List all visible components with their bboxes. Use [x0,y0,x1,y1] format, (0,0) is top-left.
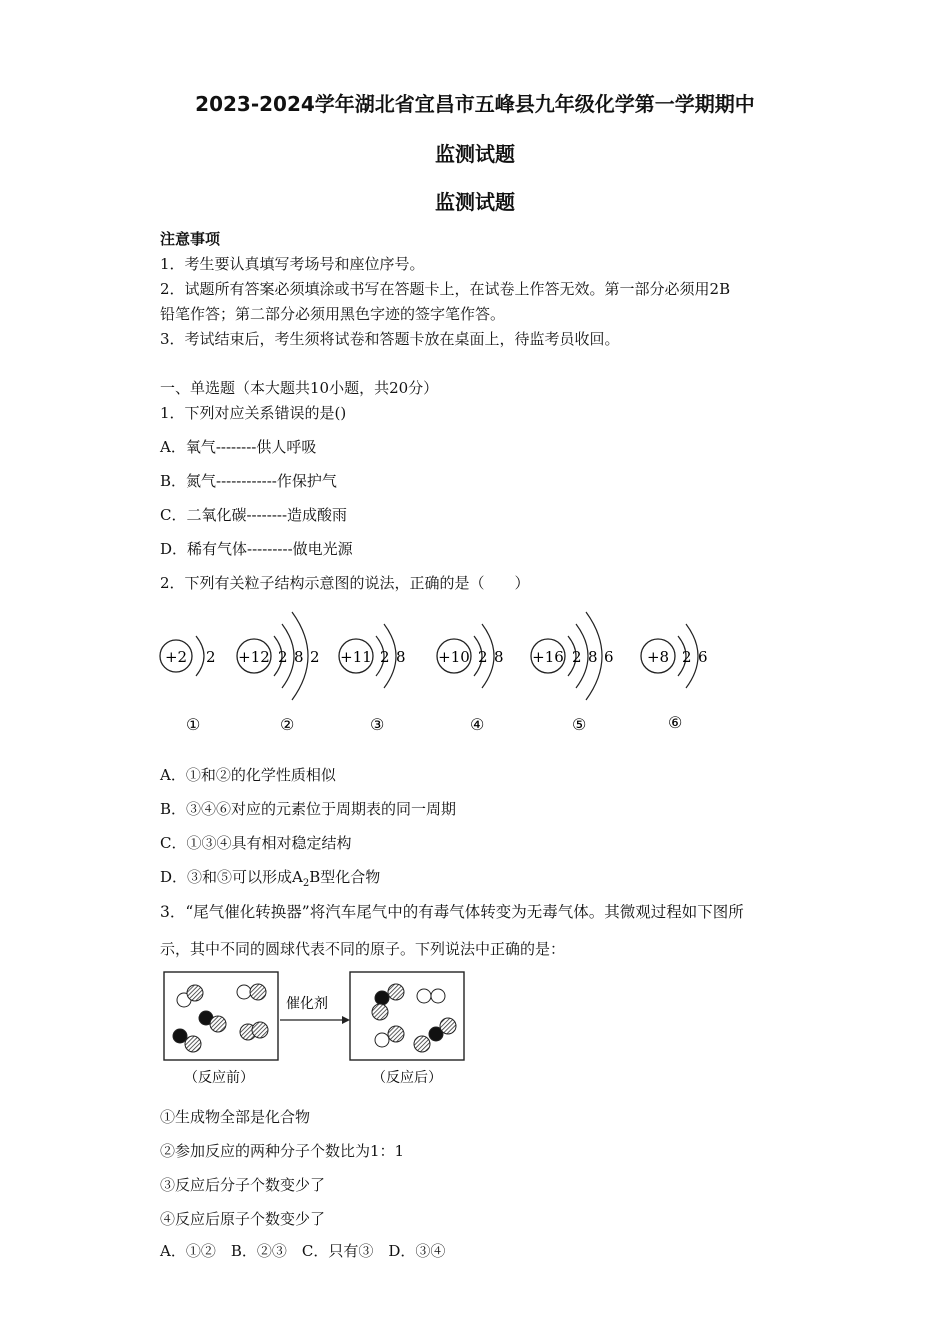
statement-4: ④反应后原子个数变少了 [160,1210,326,1228]
diagram-label: ② [280,715,295,734]
notice-item: 1．考生要认真填写考场号和座位序号。 [160,255,425,273]
after-box [350,972,464,1060]
exam-title-line2: 监测试题 [435,142,515,166]
nucleus-charge: +16 [532,648,564,666]
electron-count: 2 [478,648,488,666]
atom-diagram-4 [437,624,504,734]
electron-count: 8 [396,648,406,666]
notice-item: 2．试题所有答案必须填涂或书写在答题卡上，在试卷上作答无效。第一部分必须用2B [160,280,731,298]
diagram-label: ① [186,715,201,734]
question-2-stem: 2．下列有关粒子结构示意图的说法，正确的是（ ） [160,574,530,592]
electron-count: 2 [278,648,288,666]
notice-item: 铅笔作答；第二部分必须用黑色字迹的签字笔作答。 [160,305,506,323]
question-2-option-c: C．①③④具有相对稳定结构 [160,834,352,852]
nucleus-charge: +8 [646,648,670,666]
question-2-option-b: B．③④⑥对应的元素位于周期表的同一周期 [160,800,457,818]
subscript: 2 [302,878,310,889]
atomic-structure-diagrams [158,600,728,740]
option-d-text-rest: B型化合物 [309,868,381,886]
atom-diagram-5 [531,612,614,734]
statement-1: ①生成物全部是化合物 [160,1108,311,1126]
electron-count: 2 [206,648,216,666]
reaction-diagram [160,968,480,1090]
question-3-answer-options: A．①② B．②③ C．只有③ D．③④ [160,1242,446,1260]
electron-count: 2 [380,648,390,666]
after-label: （反应后） [372,1070,442,1086]
electron-count: 2 [682,648,692,666]
catalyst-label: 催化剂 [286,996,328,1012]
nucleus-charge: +12 [238,648,270,666]
electron-count: 8 [494,648,504,666]
question-1-option-b: B．氮气------------作保护气 [160,472,337,490]
atom-diagram-3 [339,624,406,734]
question-3-stem-line1: 3．“尾气催化转换器”将汽车尾气中的有毒气体转变为无毒气体。其微观过程如下图所 [160,903,744,921]
statement-3: ③反应后分子个数变少了 [160,1176,326,1194]
atom-diagram-6 [641,624,708,732]
question-1-option-d: D．稀有气体---------做电光源 [160,540,353,558]
diagram-label: ③ [370,715,385,734]
question-1-stem: 1．下列对应关系错误的是() [160,404,347,422]
electron-count: 2 [572,648,582,666]
exam-subtitle: 监测试题 [435,190,515,214]
diagram-label: ④ [470,715,485,734]
electron-count: 8 [588,648,598,666]
nucleus-charge: +2 [164,648,188,666]
electron-count: 6 [604,648,614,666]
question-3-stem-line2: 示，其中不同的圆球代表不同的原子。下列说法中正确的是： [160,940,566,958]
atom-diagram-2 [237,612,320,734]
atom-diagram-1 [160,636,216,734]
nucleus-charge: +10 [438,648,470,666]
diagram-label: ⑤ [572,715,587,734]
electron-count: 6 [698,648,708,666]
nucleus-charge: +11 [340,648,372,666]
before-label: （反应前） [184,1070,254,1086]
diagram-label: ⑥ [668,713,683,732]
question-2-option-a: A．①和②的化学性质相似 [160,766,336,784]
electron-count: 8 [294,648,304,666]
question-2-option-d [160,866,380,889]
notice-heading: 注意事项 [160,230,221,248]
option-d-text: D．③和⑤可以形成A [160,868,303,886]
exam-title-line1: 2023-2024学年湖北省宜昌市五峰县九年级化学第一学期期中 [195,92,755,116]
question-1-option-a: A．氧气--------供人呼吸 [160,438,317,456]
section-heading: 一、单选题（本大题共10小题，共20分） [160,379,439,397]
question-1-option-c: C．二氧化碳--------造成酸雨 [160,506,348,524]
notice-item: 3．考试结束后，考生须将试卷和答题卡放在桌面上，待监考员收回。 [160,330,620,348]
statement-2: ②参加反应的两种分子个数比为1：1 [160,1142,405,1160]
electron-count: 2 [310,648,320,666]
